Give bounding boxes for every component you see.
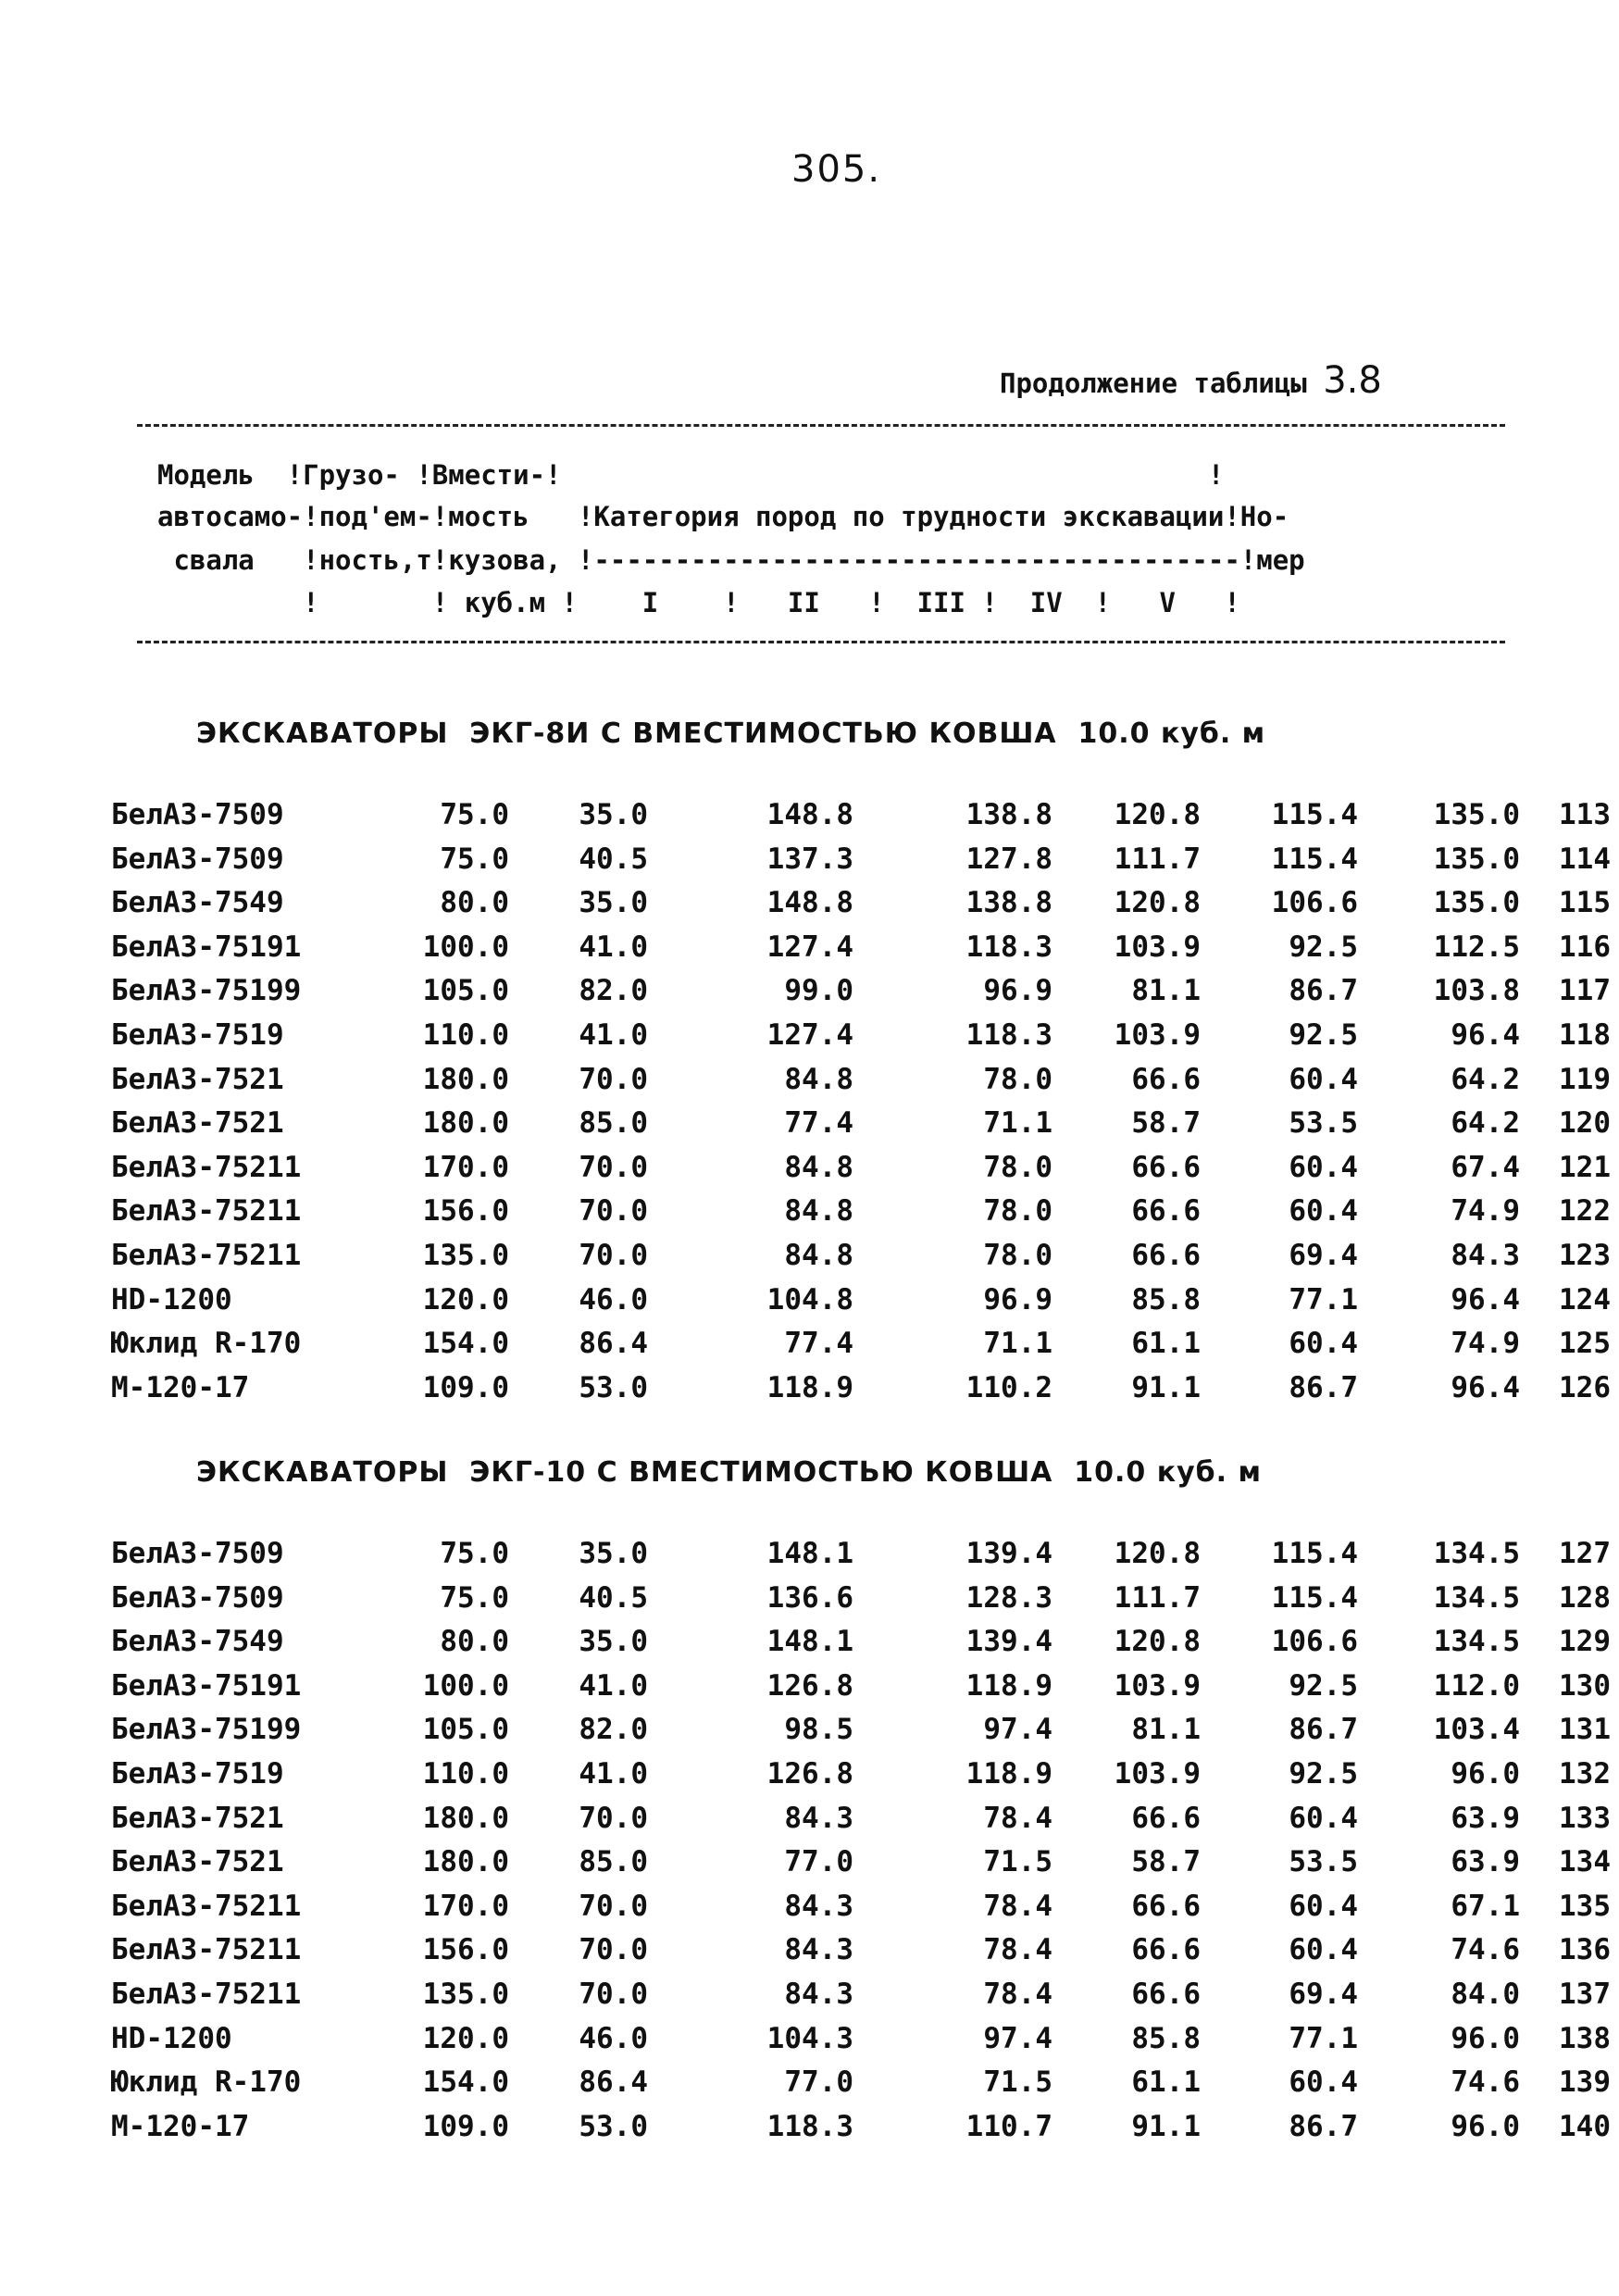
value-cell: 115.4 (1271, 798, 1358, 831)
value-cell: 40.5 (579, 842, 648, 876)
value-cell: 80.0 (440, 1625, 509, 1659)
value-cell: 70.0 (579, 1062, 648, 1096)
value-cell: 118.9 (965, 1668, 1052, 1703)
value-cell: 78.4 (983, 1889, 1052, 1923)
value-cell: 99.0 (784, 974, 853, 1008)
value-cell: 60.4 (1289, 1062, 1358, 1096)
table-row (111, 1625, 1611, 1669)
value-cell: 136.6 (766, 1580, 853, 1615)
table-row (111, 798, 1611, 842)
value-cell: 134 (1559, 1845, 1611, 1879)
value-cell: 78.0 (983, 1194, 1052, 1229)
value-cell: 74.9 (1451, 1194, 1520, 1229)
value-cell: 180.0 (422, 1106, 509, 1141)
model-cell: БелАЗ-7519 (111, 1017, 284, 1052)
value-cell: 137.3 (766, 842, 853, 876)
value-cell: 60.4 (1289, 1933, 1358, 1967)
value-cell: 134.5 (1433, 1625, 1520, 1659)
model-cell: БелАЗ-75211 (111, 1238, 302, 1272)
value-cell: 41.0 (579, 930, 648, 964)
model-cell: БелАЗ-7549 (111, 886, 284, 920)
value-cell: 86.7 (1289, 974, 1358, 1008)
value-cell: 135.0 (1433, 842, 1520, 876)
value-cell: 53.5 (1289, 1845, 1358, 1879)
value-cell: 70.0 (579, 1977, 648, 2011)
value-cell: 100.0 (422, 1668, 509, 1703)
value-cell: 135.0 (422, 1977, 509, 2011)
value-cell: 138 (1559, 2021, 1611, 2055)
model-cell: БелАЗ-7509 (111, 842, 284, 876)
value-cell: 135.0 (1433, 798, 1520, 831)
value-cell: 86.7 (1289, 1370, 1358, 1404)
table-row (111, 1668, 1611, 1714)
value-cell: 120.0 (422, 1282, 509, 1316)
value-cell: 115.4 (1271, 842, 1358, 876)
value-cell: 124 (1559, 1282, 1611, 1316)
header-line-3: свала !ность,т!кузова, !----------------------------------------!мер (157, 544, 1305, 576)
value-cell: 71.5 (983, 2065, 1052, 2100)
value-cell: 35.0 (579, 1537, 648, 1570)
value-cell: 74.9 (1451, 1327, 1520, 1361)
value-cell: 53.0 (579, 2109, 648, 2143)
value-cell: 110.0 (422, 1756, 509, 1791)
value-cell: 118.3 (965, 930, 1052, 964)
value-cell: 139.4 (965, 1537, 1052, 1570)
value-cell: 156.0 (422, 1933, 509, 1967)
model-cell: М-120-17 (111, 2109, 250, 2143)
model-cell: Юклид R-170 (111, 1327, 302, 1361)
value-cell: 180.0 (422, 1801, 509, 1835)
value-cell: 75.0 (440, 1580, 509, 1615)
value-cell: 60.4 (1289, 1327, 1358, 1361)
value-cell: 74.6 (1451, 2065, 1520, 2100)
value-cell: 77.4 (784, 1327, 853, 1361)
value-cell: 78.4 (983, 1977, 1052, 2011)
value-cell: 180.0 (422, 1062, 509, 1096)
value-cell: 129 (1559, 1625, 1611, 1659)
table-caption (1000, 359, 1382, 402)
value-cell: 77.0 (784, 2065, 853, 2100)
table-row (111, 1580, 1611, 1626)
value-cell: 114 (1559, 842, 1611, 876)
value-cell: 81.1 (1131, 1713, 1201, 1747)
section-title-2: ЭКСКАВАТОРЫ ЭКГ-10 С ВМЕСТИМОСТЬЮ КОВША 10.0 куб. м (196, 1456, 1262, 1489)
value-cell: 71.1 (983, 1327, 1052, 1361)
model-cell: БелАЗ-75199 (111, 974, 302, 1008)
value-cell: 84.3 (784, 1933, 853, 1967)
value-cell: 139 (1559, 2065, 1611, 2100)
value-cell: 77.0 (784, 1845, 853, 1879)
value-cell: 41.0 (579, 1017, 648, 1052)
value-cell: 127 (1559, 1537, 1611, 1570)
value-cell: 170.0 (422, 1150, 509, 1184)
value-cell: 84.8 (784, 1238, 853, 1272)
value-cell: 125 (1559, 1327, 1611, 1361)
value-cell: 91.1 (1131, 2109, 1201, 2143)
model-cell: БелАЗ-75211 (111, 1977, 302, 2011)
table-row (111, 930, 1611, 975)
value-cell: 131 (1559, 1713, 1611, 1747)
table-row (111, 1537, 1611, 1581)
model-cell: М-120-17 (111, 1370, 250, 1404)
value-cell: 110.0 (422, 1017, 509, 1052)
value-cell: 86.4 (579, 1327, 648, 1361)
value-cell: 136 (1559, 1933, 1611, 1967)
value-cell: 85.0 (579, 1845, 648, 1879)
value-cell: 154.0 (422, 2065, 509, 2100)
value-cell: 69.4 (1289, 1238, 1358, 1272)
value-cell: 82.0 (579, 1713, 648, 1747)
value-cell: 134.5 (1433, 1580, 1520, 1615)
value-cell: 58.7 (1131, 1106, 1201, 1141)
model-cell: БелАЗ-7509 (111, 1580, 284, 1615)
table-number: 3.8 (1323, 359, 1382, 402)
value-cell: 96.0 (1451, 1756, 1520, 1791)
table-row (111, 2021, 1611, 2066)
value-cell: 66.6 (1131, 1150, 1201, 1184)
value-cell: 64.2 (1451, 1106, 1520, 1141)
table-row (111, 2065, 1611, 2110)
header-line-2: автосамо-!под'ем-!мость !Категория пород по трудности экскавации!Но- (157, 501, 1289, 532)
value-cell: 115.4 (1271, 1537, 1358, 1570)
value-cell: 92.5 (1289, 1756, 1358, 1791)
value-cell: 103.8 (1433, 974, 1520, 1008)
value-cell: 148.8 (766, 798, 853, 831)
value-cell: 117 (1559, 974, 1611, 1008)
header-line-1: Модель !Грузо- !Вмести-! ! (157, 459, 1225, 491)
value-cell: 92.5 (1289, 930, 1358, 964)
table-row (111, 1977, 1611, 2022)
value-cell: 105.0 (422, 974, 509, 1008)
value-cell: 148.8 (766, 886, 853, 920)
value-cell: 120.8 (1114, 886, 1201, 920)
value-cell: 63.9 (1451, 1801, 1520, 1835)
value-cell: 70.0 (579, 1889, 648, 1923)
value-cell: 77.1 (1289, 2021, 1358, 2055)
value-cell: 123 (1559, 1238, 1611, 1272)
value-cell: 71.1 (983, 1106, 1052, 1141)
value-cell: 120.8 (1114, 1625, 1201, 1659)
value-cell: 121 (1559, 1150, 1611, 1184)
value-cell: 126.8 (766, 1756, 853, 1791)
value-cell: 85.8 (1131, 1282, 1201, 1316)
value-cell: 109.0 (422, 2109, 509, 2143)
model-cell: БелАЗ-7521 (111, 1106, 284, 1141)
value-cell: 58.7 (1131, 1845, 1201, 1879)
value-cell: 115.4 (1271, 1580, 1358, 1615)
value-cell: 103.9 (1114, 930, 1201, 964)
table-row (111, 1756, 1611, 1802)
value-cell: 133 (1559, 1801, 1611, 1835)
table-row (111, 1713, 1611, 1757)
value-cell: 67.4 (1451, 1150, 1520, 1184)
value-cell: 66.6 (1131, 1977, 1201, 2011)
table-row (111, 842, 1611, 887)
value-cell: 81.1 (1131, 974, 1201, 1008)
value-cell: 119 (1559, 1062, 1611, 1096)
value-cell: 126 (1559, 1370, 1611, 1404)
value-cell: 106.6 (1271, 886, 1358, 920)
table-row (111, 974, 1611, 1018)
value-cell: 35.0 (579, 886, 648, 920)
value-cell: 66.6 (1131, 1801, 1201, 1835)
value-cell: 53.5 (1289, 1106, 1358, 1141)
value-cell: 70.0 (579, 1238, 648, 1272)
value-cell: 84.8 (784, 1194, 853, 1229)
table-row (111, 1282, 1611, 1328)
value-cell: 127.4 (766, 930, 853, 964)
value-cell: 130 (1559, 1668, 1611, 1703)
value-cell: 84.3 (784, 1801, 853, 1835)
value-cell: 70.0 (579, 1150, 648, 1184)
table-row (111, 1062, 1611, 1107)
value-cell: 110.2 (965, 1370, 1052, 1404)
value-cell: 75.0 (440, 1537, 509, 1570)
value-cell: 84.0 (1451, 1977, 1520, 2011)
value-cell: 106.6 (1271, 1625, 1358, 1659)
value-cell: 84.8 (784, 1150, 853, 1184)
value-cell: 35.0 (579, 798, 648, 831)
model-cell: БелАЗ-7509 (111, 798, 284, 831)
value-cell: 66.6 (1131, 1889, 1201, 1923)
value-cell: 75.0 (440, 842, 509, 876)
value-cell: 132 (1559, 1756, 1611, 1791)
value-cell: 122 (1559, 1194, 1611, 1229)
value-cell: 118.9 (965, 1756, 1052, 1791)
value-cell: 60.4 (1289, 2065, 1358, 2100)
value-cell: 109.0 (422, 1370, 509, 1404)
value-cell: 180.0 (422, 1845, 509, 1879)
value-cell: 53.0 (579, 1370, 648, 1404)
value-cell: 126.8 (766, 1668, 853, 1703)
value-cell: 137 (1559, 1977, 1611, 2011)
table-row (111, 1150, 1611, 1195)
value-cell: 35.0 (579, 1625, 648, 1659)
value-cell: 40.5 (579, 1580, 648, 1615)
value-cell: 120.0 (422, 2021, 509, 2055)
value-cell: 96.9 (983, 1282, 1052, 1316)
value-cell: 98.5 (784, 1713, 853, 1747)
value-cell: 84.3 (784, 1889, 853, 1923)
value-cell: 110.7 (965, 2109, 1052, 2143)
value-cell: 77.4 (784, 1106, 853, 1141)
model-cell: БелАЗ-7521 (111, 1845, 284, 1879)
value-cell: 92.5 (1289, 1668, 1358, 1703)
value-cell: 127.8 (965, 842, 1052, 876)
value-cell: 70.0 (579, 1194, 648, 1229)
value-cell: 84.8 (784, 1062, 853, 1096)
value-cell: 91.1 (1131, 1370, 1201, 1404)
table-row (111, 1106, 1611, 1151)
value-cell: 96.9 (983, 974, 1052, 1008)
value-cell: 84.3 (784, 1977, 853, 2011)
value-cell: 86.4 (579, 2065, 648, 2100)
value-cell: 112.0 (1433, 1668, 1520, 1703)
value-cell: 111.7 (1114, 842, 1201, 876)
value-cell: 103.9 (1114, 1017, 1201, 1052)
value-cell: 103.9 (1114, 1668, 1201, 1703)
value-cell: 113 (1559, 798, 1611, 831)
value-cell: 103.9 (1114, 1756, 1201, 1791)
value-cell: 118 (1559, 1017, 1611, 1052)
value-cell: 69.4 (1289, 1977, 1358, 2011)
value-cell: 78.4 (983, 1801, 1052, 1835)
model-cell: БелАЗ-75199 (111, 1713, 302, 1747)
value-cell: 156.0 (422, 1194, 509, 1229)
value-cell: 66.6 (1131, 1062, 1201, 1096)
value-cell: 118.9 (766, 1370, 853, 1404)
value-cell: 78.4 (983, 1933, 1052, 1967)
value-cell: 75.0 (440, 798, 509, 831)
header-line-4: ! ! куб.м ! I ! II ! III ! IV ! V ! (157, 587, 1240, 618)
table-row (111, 1845, 1611, 1890)
value-cell: 70.0 (579, 1933, 648, 1967)
value-cell: 148.1 (766, 1625, 853, 1659)
value-cell: 61.1 (1131, 1327, 1201, 1361)
value-cell: 60.4 (1289, 1801, 1358, 1835)
value-cell: 61.1 (1131, 2065, 1201, 2100)
model-cell: HD-1200 (111, 1282, 232, 1316)
value-cell: 41.0 (579, 1756, 648, 1791)
value-cell: 46.0 (579, 2021, 648, 2055)
value-cell: 60.4 (1289, 1150, 1358, 1184)
table-row (111, 1017, 1611, 1063)
value-cell: 63.9 (1451, 1845, 1520, 1879)
model-cell: БелАЗ-75211 (111, 1194, 302, 1229)
value-cell: 92.5 (1289, 1017, 1358, 1052)
value-cell: 100.0 (422, 930, 509, 964)
value-cell: 128 (1559, 1580, 1611, 1615)
table-row (111, 1889, 1611, 1934)
value-cell: 86.7 (1289, 1713, 1358, 1747)
value-cell: 96.0 (1451, 2021, 1520, 2055)
value-cell: 86.7 (1289, 2109, 1358, 2143)
value-cell: 84.3 (1451, 1238, 1520, 1272)
value-cell: 78.0 (983, 1062, 1052, 1096)
model-cell: БелАЗ-75191 (111, 930, 302, 964)
value-cell: 41.0 (579, 1668, 648, 1703)
model-cell: Юклид R-170 (111, 2065, 302, 2100)
table-row (111, 2109, 1611, 2154)
table-row (111, 1194, 1611, 1239)
model-cell: БелАЗ-7549 (111, 1625, 284, 1659)
value-cell: 64.2 (1451, 1062, 1520, 1096)
value-cell: 97.4 (983, 2021, 1052, 2055)
header-top-rule (137, 424, 1505, 427)
value-cell: 135 (1559, 1889, 1611, 1923)
table-row (111, 886, 1611, 930)
section-title-1: ЭКСКАВАТОРЫ ЭКГ-8И С ВМЕСТИМОСТЬЮ КОВША 10.0 куб. м (196, 718, 1266, 750)
value-cell: 138.8 (965, 798, 1052, 831)
value-cell: 77.1 (1289, 1282, 1358, 1316)
value-cell: 66.6 (1131, 1194, 1201, 1229)
table-row (111, 1327, 1611, 1371)
data-table-1 (111, 798, 1611, 1415)
value-cell: 78.0 (983, 1150, 1052, 1184)
value-cell: 71.5 (983, 1845, 1052, 1879)
model-cell: БелАЗ-7521 (111, 1801, 284, 1835)
value-cell: 103.4 (1433, 1713, 1520, 1747)
model-cell: HD-1200 (111, 2021, 232, 2055)
value-cell: 96.4 (1451, 1370, 1520, 1404)
value-cell: 85.0 (579, 1106, 648, 1141)
value-cell: 97.4 (983, 1713, 1052, 1747)
table-caption-text: Продолжение таблицы (1000, 368, 1307, 399)
value-cell: 120.8 (1114, 798, 1201, 831)
value-cell: 104.8 (766, 1282, 853, 1316)
table-row (111, 1238, 1611, 1283)
model-cell: БелАЗ-75211 (111, 1933, 302, 1967)
value-cell: 135.0 (1433, 886, 1520, 920)
page-number: 305. (791, 148, 882, 191)
value-cell: 120.8 (1114, 1537, 1201, 1570)
value-cell: 67.1 (1451, 1889, 1520, 1923)
value-cell: 116 (1559, 930, 1611, 964)
value-cell: 82.0 (579, 974, 648, 1008)
data-table-2 (111, 1537, 1611, 2153)
value-cell: 134.5 (1433, 1537, 1520, 1570)
model-cell: БелАЗ-7509 (111, 1537, 284, 1570)
value-cell: 96.4 (1451, 1282, 1520, 1316)
value-cell: 46.0 (579, 1282, 648, 1316)
model-cell: БелАЗ-75211 (111, 1889, 302, 1923)
model-cell: БелАЗ-75211 (111, 1150, 302, 1184)
value-cell: 118.3 (766, 2109, 853, 2143)
value-cell: 140 (1559, 2109, 1611, 2143)
value-cell: 96.0 (1451, 2109, 1520, 2143)
value-cell: 85.8 (1131, 2021, 1201, 2055)
value-cell: 70.0 (579, 1801, 648, 1835)
model-cell: БелАЗ-7519 (111, 1756, 284, 1791)
model-cell: БелАЗ-75191 (111, 1668, 302, 1703)
value-cell: 138.8 (965, 886, 1052, 920)
value-cell: 112.5 (1433, 930, 1520, 964)
value-cell: 78.0 (983, 1238, 1052, 1272)
header-bottom-rule (137, 641, 1505, 643)
model-cell: БелАЗ-7521 (111, 1062, 284, 1096)
value-cell: 74.6 (1451, 1933, 1520, 1967)
value-cell: 104.3 (766, 2021, 853, 2055)
value-cell: 154.0 (422, 1327, 509, 1361)
value-cell: 80.0 (440, 886, 509, 920)
table-row (111, 1933, 1611, 1978)
value-cell: 170.0 (422, 1889, 509, 1923)
value-cell: 60.4 (1289, 1194, 1358, 1229)
value-cell: 105.0 (422, 1713, 509, 1747)
value-cell: 135.0 (422, 1238, 509, 1272)
value-cell: 111.7 (1114, 1580, 1201, 1615)
value-cell: 148.1 (766, 1537, 853, 1570)
value-cell: 66.6 (1131, 1933, 1201, 1967)
value-cell: 66.6 (1131, 1238, 1201, 1272)
table-row (111, 1370, 1611, 1416)
value-cell: 115 (1559, 886, 1611, 920)
value-cell: 120 (1559, 1106, 1611, 1141)
value-cell: 139.4 (965, 1625, 1052, 1659)
value-cell: 128.3 (965, 1580, 1052, 1615)
value-cell: 118.3 (965, 1017, 1052, 1052)
value-cell: 60.4 (1289, 1889, 1358, 1923)
table-row (111, 1801, 1611, 1846)
value-cell: 96.4 (1451, 1017, 1520, 1052)
value-cell: 127.4 (766, 1017, 853, 1052)
